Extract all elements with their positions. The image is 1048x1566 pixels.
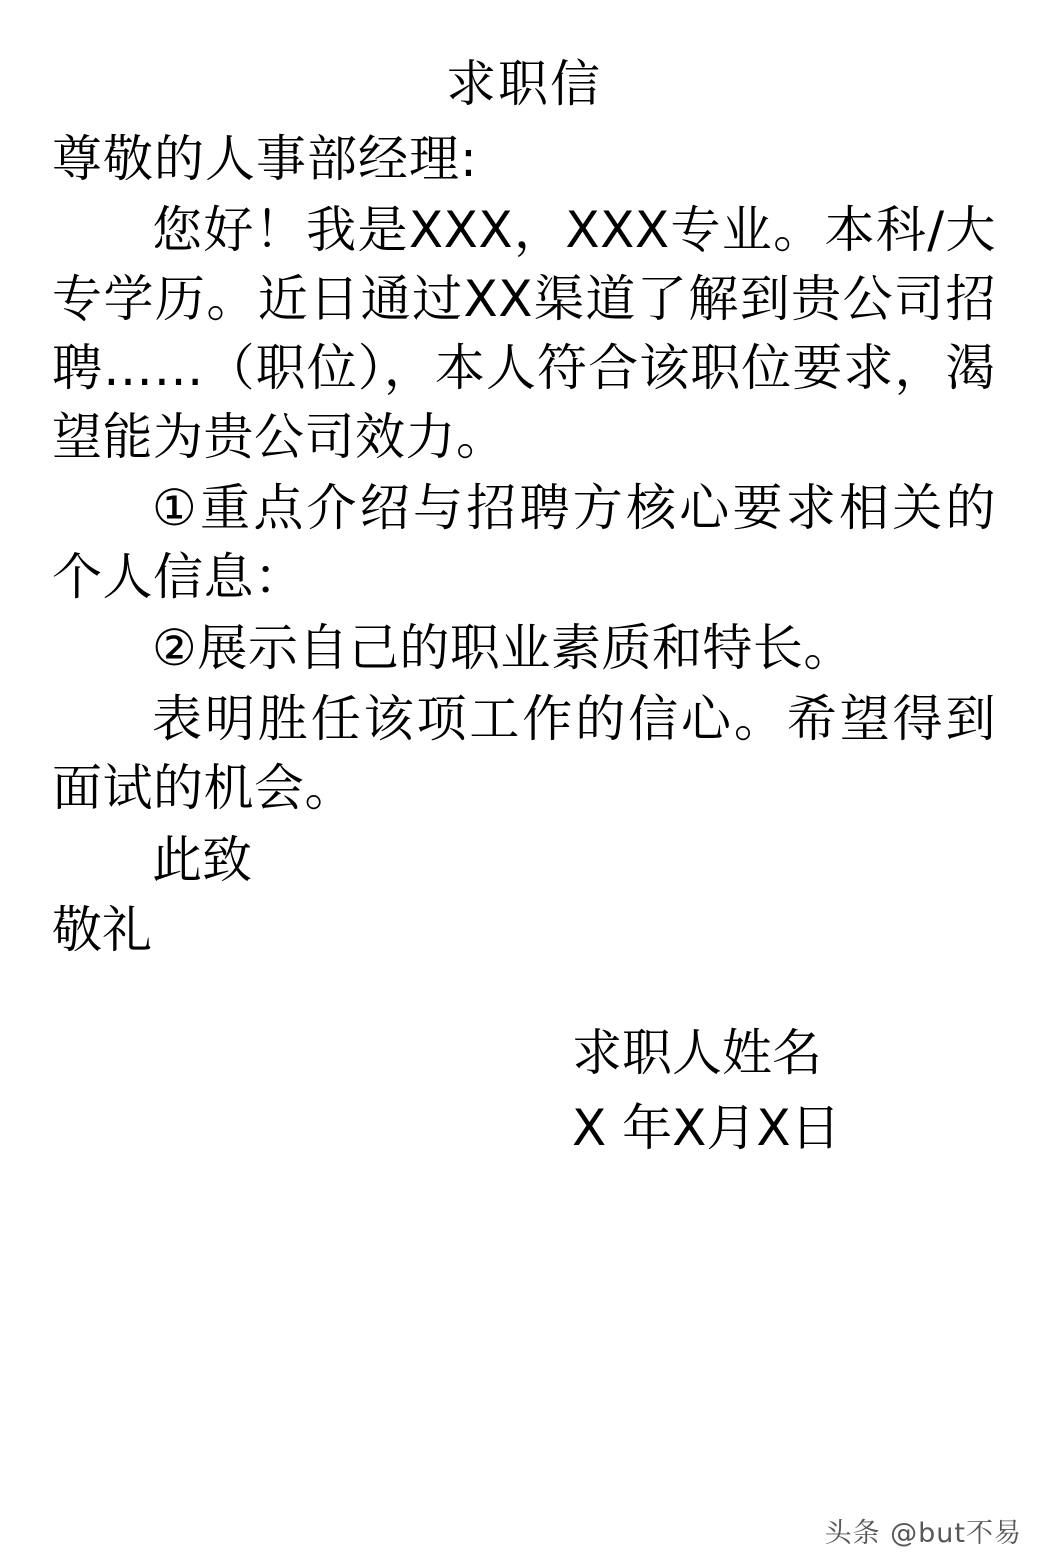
paragraph-intro: 您好！我是XXX，XXX专业。本科/大专学历。近日通过XX渠道了解到贵公司招聘……（职位），本人符合该职位要求，渴望能为贵公司效力。 [52,201,996,466]
salutation: 尊敬的人事部经理: [52,129,478,188]
paragraph-point-2: ②展示自己的职业素质和特长。 [152,619,854,677]
watermark-label: 头条 @but不易 [824,1518,1022,1549]
paragraph-conclusion: 表明胜任该项工作的信心。希望得到面试的机会。 [52,690,996,817]
page-title: 求职信 [446,55,602,113]
closing-cizhi: 此致 [152,831,252,889]
signature-date: X 年X月X日 [572,1099,841,1157]
closing-jingli: 敬礼 [52,900,152,959]
paragraph-point-1: ①重点介绍与招聘方核心要求相关的个人信息： [52,479,996,606]
signature-block [52,1016,996,1166]
signature-name: 求职人姓名 [572,1024,822,1082]
